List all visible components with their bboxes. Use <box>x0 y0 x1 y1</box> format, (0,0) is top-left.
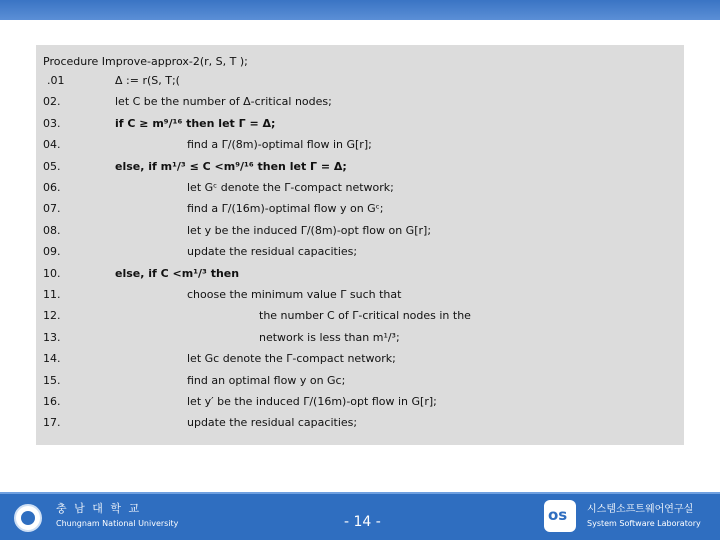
line-code: if C ≥ m⁹/¹⁶ then let Γ = Δ; <box>115 116 276 130</box>
line-number: 03. <box>43 116 61 130</box>
line-number: 04. <box>43 138 61 152</box>
line-number: 16. <box>43 395 61 408</box>
line-code: choose the minimum value Γ such that <box>187 288 402 301</box>
line-number: 17. <box>43 416 61 430</box>
algorithm-line <box>0 374 720 390</box>
line-code: network is less than m¹/³; <box>259 330 400 344</box>
footer-band <box>0 492 720 494</box>
line-number: 14. <box>43 352 61 366</box>
algorithm-line <box>0 352 720 368</box>
line-code: let Gc denote the Γ-compact network; <box>187 352 396 366</box>
line-number: 15. <box>43 373 61 387</box>
algorithm-line <box>0 331 720 347</box>
line-code: let Gᶜ denote the Γ-compact network; <box>187 181 394 194</box>
algorithm-line <box>0 309 720 325</box>
line-code: Δ := r(S, T;( <box>115 74 180 87</box>
line-number: 09. <box>43 245 61 259</box>
line-number: 13. <box>43 330 61 344</box>
line-number: .01 <box>47 74 65 87</box>
line-code: find a Γ/(16m)-optimal flow y on Gᶜ; <box>187 202 384 216</box>
algorithm-line <box>0 181 720 197</box>
algorithm-line <box>0 160 720 176</box>
footer-bar <box>0 492 720 540</box>
university-name-korean: 충 남 대 학 교 <box>56 502 142 515</box>
page-number: - 14 - <box>344 514 381 530</box>
algorithm-line <box>0 245 720 261</box>
algorithm-line <box>0 138 720 154</box>
line-number: 07. <box>43 202 61 216</box>
line-code: else, if m¹/³ ≤ C <m⁹/¹⁶ then let Γ = Δ; <box>115 159 347 173</box>
algorithm-line <box>0 202 720 218</box>
line-number: 11. <box>43 288 61 301</box>
algorithm-line <box>0 117 720 133</box>
line-code: let y′ be the induced Γ/(16m)-opt flow in G[r]; <box>187 395 437 408</box>
line-number: 05. <box>43 159 61 173</box>
line-code: update the residual capacities; <box>187 245 358 259</box>
line-code: update the residual capacities; <box>187 416 358 430</box>
algorithm-line <box>0 267 720 283</box>
lab-logo-icon: os <box>544 500 576 532</box>
algorithm-line <box>0 224 720 240</box>
line-number: 06. <box>43 181 61 194</box>
line-code: the number C of Γ-critical nodes in the <box>259 309 471 323</box>
algorithm-line <box>0 416 720 432</box>
line-code: find an optimal flow y on Gc; <box>187 373 346 387</box>
line-code: let y be the induced Γ/(8m)-opt flow on G[r]; <box>187 223 432 237</box>
lab-name-english: System Software Laboratory <box>587 519 701 528</box>
line-code: let C be the number of Δ-critical nodes; <box>115 95 332 109</box>
algorithm-line <box>0 74 720 90</box>
line-number: 08. <box>43 223 61 237</box>
university-name-english: Chungnam National University <box>56 519 179 528</box>
line-code: find a Γ/(8m)-optimal flow in G[r]; <box>187 138 372 152</box>
algorithm-line <box>0 95 720 111</box>
algorithm-line <box>0 288 720 304</box>
line-code: else, if C <m¹/³ then <box>115 266 240 280</box>
university-logo-icon <box>14 504 42 532</box>
line-number: 12. <box>43 309 61 323</box>
line-number: 10. <box>43 266 61 280</box>
lab-name-korean: 시스템소프트웨어연구실 <box>587 504 694 515</box>
algorithm-line <box>0 395 720 411</box>
line-number: 02. <box>43 95 61 109</box>
procedure-header: Procedure Improve-approx-2(r, S, T ); <box>43 55 248 68</box>
top-bar <box>0 0 720 20</box>
